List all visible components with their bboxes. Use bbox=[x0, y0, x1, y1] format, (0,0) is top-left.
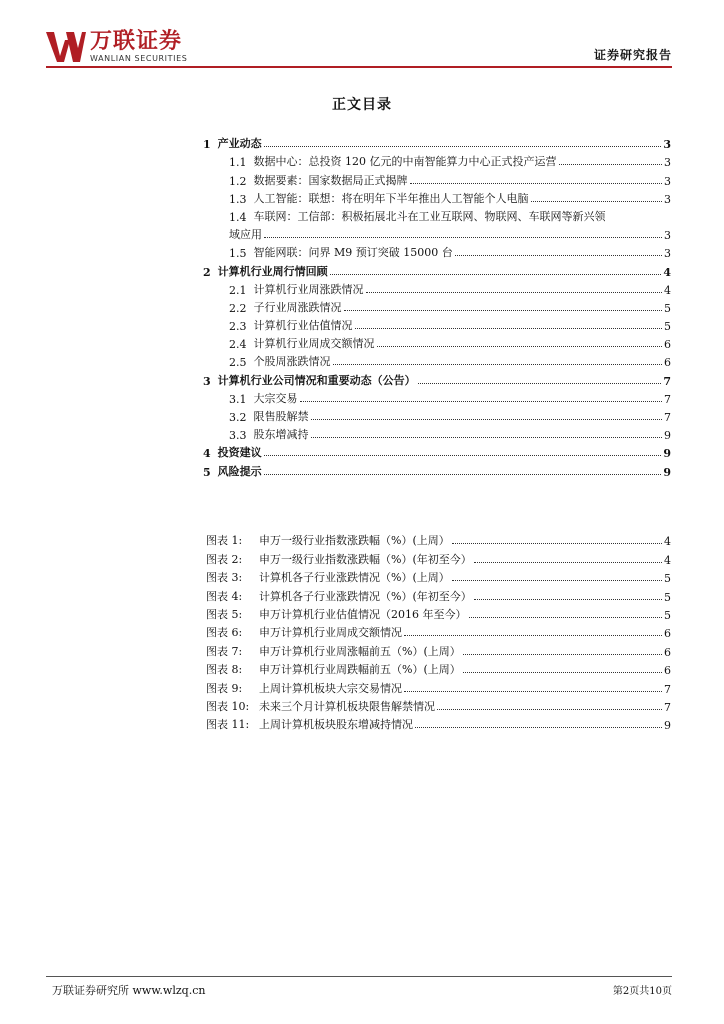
leader-dots bbox=[330, 274, 662, 275]
leader-dots bbox=[333, 364, 663, 365]
toc-number: 3.1 bbox=[229, 392, 247, 406]
figure-label: 图表 7: bbox=[206, 644, 243, 658]
toc-page: 3 bbox=[664, 247, 671, 261]
toc-entry-2-2[interactable] bbox=[203, 297, 671, 315]
figure-title: 上周计算机板块股东增减持情况 bbox=[259, 718, 413, 732]
footer-source: 万联证券研究所 www.wlzq.cn bbox=[52, 984, 206, 997]
toc-entry-1-2[interactable] bbox=[203, 169, 671, 187]
leader-dots bbox=[355, 328, 663, 329]
toc-text: 计算机行业周成交额情况 bbox=[253, 337, 375, 351]
toc-page: 3 bbox=[663, 138, 671, 152]
toc-text: 计算机行业公司情况和重要动态（公告） bbox=[217, 373, 416, 387]
toc-text-line1: 车联网：工信部：积极拓展北斗在工业互联网、物联网、车联网等新兴领 bbox=[253, 209, 606, 223]
toc-page: 6 bbox=[664, 356, 671, 370]
toc-page: 9 bbox=[663, 447, 671, 461]
toc-page: 3 bbox=[664, 156, 671, 170]
toc-page: 9 bbox=[663, 465, 671, 479]
figure-entry-4[interactable] bbox=[206, 585, 671, 603]
figure-label: 图表 3: bbox=[206, 571, 243, 585]
figure-entry-7[interactable] bbox=[206, 640, 671, 658]
list-of-figures bbox=[206, 530, 671, 732]
figure-label: 图表 11: bbox=[206, 718, 250, 732]
toc-entry-3-3[interactable] bbox=[203, 424, 671, 442]
toc-entry-2-3[interactable] bbox=[203, 315, 671, 333]
leader-dots bbox=[437, 709, 662, 710]
toc-number: 2.3 bbox=[229, 320, 247, 334]
toc-text: 限售股解禁 bbox=[253, 410, 309, 423]
toc-page: 7 bbox=[664, 411, 671, 424]
leader-dots bbox=[404, 635, 662, 636]
toc-text: 计算机行业周涨跌情况 bbox=[253, 282, 364, 296]
logo-english-name: WANLIAN SECURITIES bbox=[90, 54, 188, 63]
footer-divider bbox=[46, 976, 672, 977]
toc-number: 1.5 bbox=[229, 247, 247, 261]
figure-page: 5 bbox=[664, 590, 671, 604]
leader-dots bbox=[404, 691, 662, 692]
toc-entry-2-5[interactable] bbox=[203, 351, 671, 369]
toc-number: 3 bbox=[203, 374, 211, 388]
toc-text: 子行业周涨跌情况 bbox=[253, 300, 342, 314]
figure-label: 图表 6: bbox=[206, 626, 243, 640]
leader-dots bbox=[366, 292, 663, 293]
toc-number: 3.3 bbox=[229, 429, 247, 443]
toc-text-line2: 域应用 bbox=[229, 228, 262, 242]
toc-number: 1 bbox=[203, 138, 211, 152]
figure-entry-3[interactable] bbox=[206, 567, 671, 585]
footer-page-number: 第2页共10页 bbox=[612, 986, 672, 997]
leader-dots bbox=[452, 580, 662, 581]
toc-text: 产业动态 bbox=[217, 137, 262, 151]
toc-entry-2-1[interactable] bbox=[203, 279, 671, 297]
figure-label: 图表 8: bbox=[206, 663, 243, 677]
toc-text: 计算机行业估值情况 bbox=[253, 319, 353, 333]
toc-entry-1-4-continued[interactable] bbox=[203, 224, 671, 242]
leader-dots bbox=[264, 237, 662, 238]
toc-page: 5 bbox=[664, 301, 671, 315]
figure-title: 计算机各子行业涨跌情况（%）(年初至今） bbox=[259, 589, 472, 603]
toc-page: 3 bbox=[664, 174, 671, 188]
leader-dots bbox=[474, 562, 662, 563]
toc-text: 个股周涨跌情况 bbox=[253, 355, 331, 369]
toc-text: 智能网联：问界 M9 预订突破 15000 台 bbox=[253, 246, 453, 260]
toc-text: 计算机行业周行情回顾 bbox=[217, 264, 328, 278]
figure-title: 申万计算机行业周涨幅前五（%）(上周） bbox=[259, 644, 461, 658]
leader-dots bbox=[531, 201, 663, 202]
toc-text: 数据中心：总投资 120 亿元的中南智能算力中心正式投产运营 bbox=[253, 155, 557, 169]
toc-text: 数据要素：国家数据局正式揭牌 bbox=[253, 173, 408, 187]
leader-dots bbox=[300, 401, 663, 402]
figure-page: 6 bbox=[664, 664, 671, 678]
toc-page: 9 bbox=[664, 429, 671, 443]
toc-number: 2 bbox=[203, 265, 211, 279]
toc-number: 1.1 bbox=[229, 156, 247, 170]
leader-dots bbox=[463, 654, 662, 655]
toc-entry-4[interactable] bbox=[203, 442, 671, 460]
leader-dots bbox=[452, 543, 662, 544]
figure-title: 计算机各子行业涨跌情况（%）(上周） bbox=[259, 571, 450, 585]
toc-number: 5 bbox=[203, 465, 211, 479]
figure-entry-6[interactable] bbox=[206, 622, 671, 640]
logo-chinese-name: 万联证券 bbox=[90, 29, 183, 54]
figure-page: 7 bbox=[664, 700, 671, 714]
figure-page: 4 bbox=[664, 553, 671, 567]
toc-entry-1-5[interactable] bbox=[203, 242, 671, 260]
leader-dots bbox=[264, 146, 662, 147]
toc-entry-3-2[interactable] bbox=[203, 406, 671, 424]
toc-page: 4 bbox=[664, 283, 671, 297]
toc-page: 6 bbox=[664, 338, 671, 352]
leader-dots bbox=[264, 455, 662, 456]
figure-label: 图表 9: bbox=[206, 681, 243, 695]
figure-title: 上周计算机板块大宗交易情况 bbox=[259, 681, 402, 695]
figure-label: 图表 1: bbox=[206, 534, 243, 548]
toc-text: 风险提示 bbox=[217, 464, 262, 478]
wanlian-logo-icon bbox=[46, 30, 86, 64]
toc-number: 2.2 bbox=[229, 301, 247, 315]
leader-dots bbox=[559, 164, 663, 165]
leader-dots bbox=[415, 727, 662, 728]
toc-entry-2[interactable] bbox=[203, 260, 671, 278]
figure-page: 7 bbox=[664, 682, 671, 696]
toc-entry-3-1[interactable] bbox=[203, 388, 671, 406]
toc-text: 股东增减持 bbox=[253, 428, 309, 442]
toc-page: 3 bbox=[664, 192, 671, 206]
figure-entry-2[interactable] bbox=[206, 548, 671, 566]
toc-number: 2.1 bbox=[229, 283, 247, 297]
toc-entry-1-4[interactable] bbox=[203, 206, 671, 224]
figure-page: 5 bbox=[664, 572, 671, 586]
figure-entry-5[interactable] bbox=[206, 604, 671, 622]
page-header bbox=[46, 30, 672, 64]
toc-text: 投资建议 bbox=[217, 446, 262, 460]
toc-entry-1[interactable] bbox=[203, 133, 671, 151]
toc-page: 7 bbox=[664, 392, 671, 406]
leader-dots bbox=[469, 617, 663, 618]
figure-title: 申万一级行业指数涨跌幅（%）(年初至今） bbox=[259, 552, 472, 566]
toc-number: 1.2 bbox=[229, 174, 247, 188]
leader-dots bbox=[311, 419, 663, 420]
toc-page: 7 bbox=[663, 374, 671, 388]
page-title: 正文目录 bbox=[332, 97, 392, 113]
leader-dots bbox=[377, 346, 663, 347]
figure-entry-10[interactable] bbox=[206, 696, 671, 714]
figure-page: 6 bbox=[664, 627, 671, 641]
figure-label: 图表 10: bbox=[206, 699, 250, 713]
leader-dots bbox=[410, 183, 663, 184]
toc-number: 1.3 bbox=[229, 192, 247, 206]
leader-dots bbox=[455, 255, 662, 256]
figure-title: 未来三个月计算机板块限售解禁情况 bbox=[259, 699, 435, 713]
leader-dots bbox=[264, 474, 662, 475]
leader-dots bbox=[418, 383, 662, 384]
toc-entry-3[interactable] bbox=[203, 369, 671, 387]
toc-number: 3.2 bbox=[229, 411, 247, 424]
table-of-contents bbox=[203, 133, 671, 479]
toc-number: 2.5 bbox=[229, 356, 247, 370]
company-logo bbox=[46, 30, 187, 64]
toc-entry-1-3[interactable] bbox=[203, 188, 671, 206]
toc-page: 3 bbox=[664, 229, 671, 243]
toc-page: 5 bbox=[664, 320, 671, 334]
figure-label: 图表 5: bbox=[206, 607, 243, 621]
toc-text: 人工智能：联想：将在明年下半年推出人工智能个人电脑 bbox=[253, 191, 529, 205]
figure-title: 申万计算机行业周成交额情况 bbox=[259, 626, 402, 640]
figure-label: 图表 4: bbox=[206, 589, 243, 603]
toc-page: 4 bbox=[663, 265, 671, 279]
figure-page: 4 bbox=[664, 535, 671, 549]
toc-number: 4 bbox=[203, 447, 211, 461]
toc-number: 1.4 bbox=[229, 210, 247, 224]
figure-page: 9 bbox=[664, 719, 671, 733]
figure-title: 申万计算机行业估值情况（2016 年至今） bbox=[259, 607, 467, 621]
figure-title: 申万计算机行业周跌幅前五（%）(上周） bbox=[259, 663, 461, 677]
figure-title: 申万一级行业指数涨跌幅（%）(上周） bbox=[259, 534, 450, 548]
toc-entry-1-1[interactable] bbox=[203, 151, 671, 169]
figure-entry-8[interactable] bbox=[206, 659, 671, 677]
toc-text: 大宗交易 bbox=[253, 391, 298, 405]
figure-page: 5 bbox=[664, 608, 671, 622]
figure-label: 图表 2: bbox=[206, 552, 243, 566]
header-divider bbox=[46, 66, 672, 68]
figure-entry-11[interactable] bbox=[206, 714, 671, 732]
leader-dots bbox=[344, 310, 663, 311]
leader-dots bbox=[463, 672, 662, 673]
figure-entry-9[interactable] bbox=[206, 677, 671, 695]
leader-dots bbox=[311, 437, 663, 438]
leader-dots bbox=[474, 599, 662, 600]
figure-entry-1[interactable] bbox=[206, 530, 671, 548]
toc-entry-2-4[interactable] bbox=[203, 333, 671, 351]
toc-entry-5[interactable] bbox=[203, 460, 671, 478]
report-type-label: 证券研究报告 bbox=[593, 48, 672, 62]
figure-page: 6 bbox=[664, 645, 671, 659]
toc-number: 2.4 bbox=[229, 338, 247, 352]
